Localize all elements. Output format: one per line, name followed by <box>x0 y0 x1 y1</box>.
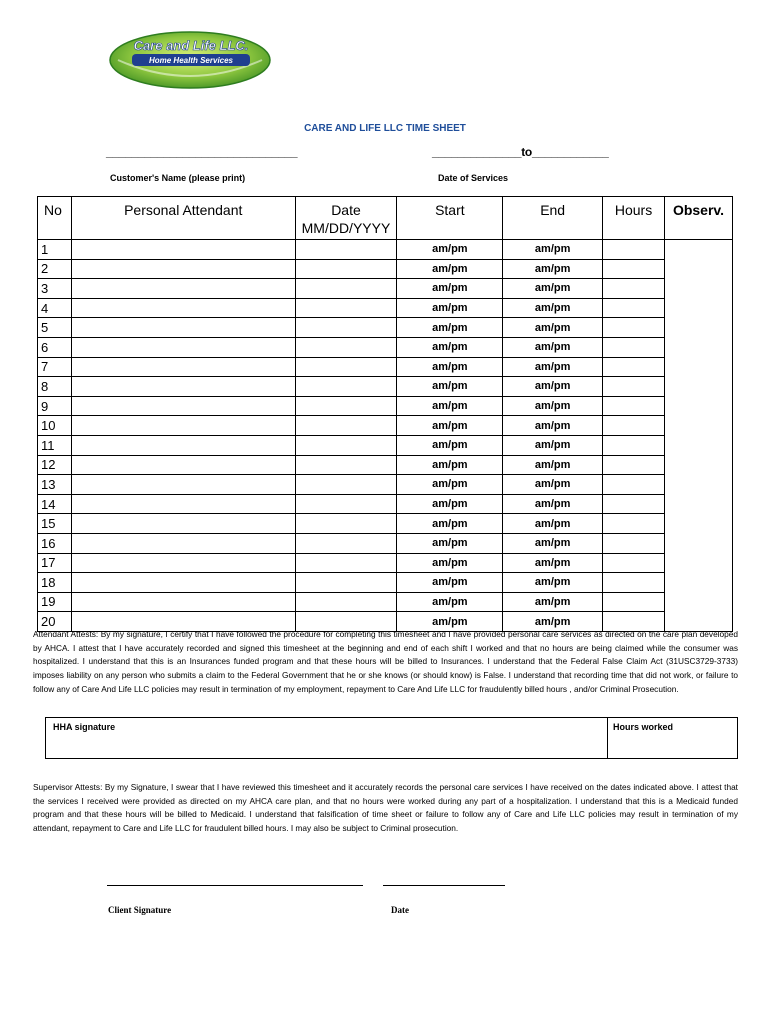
attendant-cell[interactable] <box>71 240 295 260</box>
end-time-cell[interactable]: am/pm <box>503 357 603 377</box>
client-signature-label: Client Signature <box>108 905 172 915</box>
attendant-cell[interactable] <box>71 396 295 416</box>
attendant-cell[interactable] <box>71 259 295 279</box>
hours-cell[interactable] <box>603 396 665 416</box>
date-signature-line[interactable] <box>383 885 505 886</box>
row-number: 15 <box>38 514 72 534</box>
end-time-cell[interactable]: am/pm <box>503 259 603 279</box>
row-number: 4 <box>38 298 72 318</box>
date-cell[interactable] <box>295 279 397 299</box>
end-time-cell[interactable]: am/pm <box>503 396 603 416</box>
row-number: 6 <box>38 337 72 357</box>
attendant-cell[interactable] <box>71 377 295 397</box>
start-time-cell[interactable]: am/pm <box>397 573 503 593</box>
start-time-cell[interactable]: am/pm <box>397 259 503 279</box>
logo-company-text: Care and Life LLC. <box>133 38 249 53</box>
start-time-cell[interactable]: am/pm <box>397 318 503 338</box>
start-time-cell[interactable]: am/pm <box>397 240 503 260</box>
date-cell[interactable] <box>295 240 397 260</box>
start-time-cell[interactable]: am/pm <box>397 514 503 534</box>
hours-cell[interactable] <box>603 240 665 260</box>
start-time-cell[interactable]: am/pm <box>397 494 503 514</box>
start-time-cell[interactable]: am/pm <box>397 475 503 495</box>
end-time-cell[interactable]: am/pm <box>503 318 603 338</box>
date-cell[interactable] <box>295 435 397 455</box>
row-number: 14 <box>38 494 72 514</box>
table-row <box>38 475 733 495</box>
hours-cell[interactable] <box>603 553 665 573</box>
table-row <box>38 357 733 377</box>
date-cell[interactable] <box>295 416 397 436</box>
customer-name-line[interactable]: ______________________________ <box>106 145 298 159</box>
table-row <box>38 455 733 475</box>
attendant-cell[interactable] <box>71 573 295 593</box>
signature-box <box>45 717 738 759</box>
end-time-cell[interactable]: am/pm <box>503 416 603 436</box>
attendant-cell[interactable] <box>71 416 295 436</box>
col-header-date-format: MM/DD/YYYY <box>301 220 391 236</box>
start-time-cell[interactable]: am/pm <box>397 357 503 377</box>
date-of-services-label: Date of Services <box>438 173 509 183</box>
table-row <box>38 259 733 279</box>
start-time-cell[interactable]: am/pm <box>397 396 503 416</box>
end-time-cell[interactable]: am/pm <box>503 377 603 397</box>
table-row <box>38 240 733 260</box>
attendant-cell[interactable] <box>71 475 295 495</box>
col-header-personal-attendant: Personal Attendant <box>71 197 295 240</box>
observations-cell[interactable] <box>664 240 732 632</box>
col-header-date <box>295 197 397 240</box>
table-row <box>38 396 733 416</box>
table-row <box>38 416 733 436</box>
table-row <box>38 377 733 397</box>
row-number: 5 <box>38 318 72 338</box>
table-row <box>38 318 733 338</box>
date-cell[interactable] <box>295 494 397 514</box>
attendant-attestation: Attendant Attests: By my signature, I certify that I have followed the procedure for completing this timesheet and I have provided personal care services as directed on the care plan developed by AHCA. I attest that I have accurately recorded and signed this timesheet at the beginning and end of each shift I worked and that no hours are being claimed while the consumer was hospitalized. I understand that this is an Insurances funded program and that these hours will be billed to Insurances. I understand that the Federal False Claim Act (31USC3729-3733) imposes liability on any person who submits a claim to the Federal Government that he or she knows (or should know) is False. I understand that recording time that did not work, or failure to follow any of Care And Life LLC policies may result in termination of my employment, repayment to Care And Life LLC for fraudulently billed hours , and/or Criminal Prosecution. <box>33 629 738 694</box>
row-number: 20 <box>38 612 72 632</box>
table-header-row <box>38 197 733 240</box>
end-time-cell[interactable]: am/pm <box>503 553 603 573</box>
date-cell[interactable] <box>295 553 397 573</box>
date-cell[interactable] <box>295 514 397 534</box>
hours-cell[interactable] <box>603 533 665 553</box>
row-number: 9 <box>38 396 72 416</box>
row-number: 7 <box>38 357 72 377</box>
hours-cell[interactable] <box>603 475 665 495</box>
row-number: 17 <box>38 553 72 573</box>
timesheet-table <box>37 196 733 632</box>
end-time-cell[interactable]: am/pm <box>503 514 603 534</box>
attendant-cell[interactable] <box>71 318 295 338</box>
row-number: 18 <box>38 573 72 593</box>
table-row <box>38 279 733 299</box>
hha-signature-field[interactable] <box>46 718 608 758</box>
attendant-cell[interactable] <box>71 494 295 514</box>
date-cell[interactable] <box>295 396 397 416</box>
logo-tagline-text: Home Health Services <box>148 56 234 65</box>
start-time-cell[interactable]: am/pm <box>397 553 503 573</box>
footer-date-label: Date <box>391 905 409 915</box>
end-time-cell[interactable]: am/pm <box>503 494 603 514</box>
date-cell[interactable] <box>295 533 397 553</box>
row-number: 3 <box>38 279 72 299</box>
customer-name-label: Customer's Name (please print) <box>110 173 246 183</box>
table-row <box>38 494 733 514</box>
attendant-cell[interactable] <box>71 514 295 534</box>
attendant-cell[interactable] <box>71 298 295 318</box>
row-number: 11 <box>38 435 72 455</box>
start-time-cell[interactable]: am/pm <box>397 612 503 632</box>
row-number: 12 <box>38 455 72 475</box>
supervisor-attestation: Supervisor Attests: By my Signature, I swear that I have reviewed this timesheet and it accurately records the personal care services I have received on the dates indicated above. I attest that the services I received were provided as directed on my AHCA care plan, and that no hours were worked during any part of a hospitalization. I understand that this is a Medicaid funded program and that these hours will be billed to Medicaid. I understand that falsification of time sheet or failure to follow any of Care and Life LLC policies may result in termination of my attendant, repayment to Care and Life LLC for fraudulent billed hours. I may also be subject to Criminal prosecution. <box>33 782 738 834</box>
hours-cell[interactable] <box>603 592 665 612</box>
table-row <box>38 435 733 455</box>
date-cell[interactable] <box>295 357 397 377</box>
date-cell[interactable] <box>295 377 397 397</box>
end-time-cell[interactable]: am/pm <box>503 455 603 475</box>
timesheet-body <box>38 240 733 632</box>
end-time-cell[interactable]: am/pm <box>503 435 603 455</box>
hours-cell[interactable] <box>603 455 665 475</box>
date-cell[interactable] <box>295 573 397 593</box>
table-row <box>38 592 733 612</box>
end-time-cell[interactable]: am/pm <box>503 533 603 553</box>
start-time-cell[interactable]: am/pm <box>397 533 503 553</box>
client-signature-line[interactable] <box>107 885 363 886</box>
attendant-cell[interactable] <box>71 337 295 357</box>
hours-cell[interactable] <box>603 357 665 377</box>
hours-cell[interactable] <box>603 337 665 357</box>
start-time-cell[interactable]: am/pm <box>397 337 503 357</box>
hours-cell[interactable] <box>603 435 665 455</box>
end-time-cell[interactable]: am/pm <box>503 475 603 495</box>
row-number: 19 <box>38 592 72 612</box>
end-time-cell[interactable]: am/pm <box>503 279 603 299</box>
date-cell[interactable] <box>295 337 397 357</box>
attendant-cell[interactable] <box>71 553 295 573</box>
start-time-cell[interactable]: am/pm <box>397 416 503 436</box>
table-row <box>38 573 733 593</box>
attendant-cell[interactable] <box>71 357 295 377</box>
table-row <box>38 514 733 534</box>
start-time-cell[interactable]: am/pm <box>397 592 503 612</box>
attendant-cell[interactable] <box>71 279 295 299</box>
hours-cell[interactable] <box>603 377 665 397</box>
row-number: 1 <box>38 240 72 260</box>
start-time-cell[interactable]: am/pm <box>397 377 503 397</box>
date-cell[interactable] <box>295 455 397 475</box>
end-time-cell[interactable]: am/pm <box>503 573 603 593</box>
hours-cell[interactable] <box>603 318 665 338</box>
date-cell[interactable] <box>295 298 397 318</box>
end-time-cell[interactable]: am/pm <box>503 337 603 357</box>
date-cell[interactable] <box>295 475 397 495</box>
end-time-cell[interactable]: am/pm <box>503 298 603 318</box>
col-header-start: Start <box>397 197 503 240</box>
start-time-cell[interactable]: am/pm <box>397 279 503 299</box>
row-number: 10 <box>38 416 72 436</box>
hours-cell[interactable] <box>603 416 665 436</box>
col-header-end: End <box>503 197 603 240</box>
end-time-cell[interactable]: am/pm <box>503 592 603 612</box>
hours-cell[interactable] <box>603 298 665 318</box>
hours-cell[interactable] <box>603 573 665 593</box>
attendant-cell[interactable] <box>71 455 295 475</box>
start-time-cell[interactable]: am/pm <box>397 455 503 475</box>
company-logo <box>108 30 272 90</box>
hours-worked-label: Hours worked <box>613 722 674 732</box>
table-row <box>38 533 733 553</box>
col-header-no: No <box>38 197 72 240</box>
attendant-cell[interactable] <box>71 533 295 553</box>
page-title: CARE AND LIFE LLC TIME SHEET <box>304 123 466 134</box>
hours-cell[interactable] <box>603 279 665 299</box>
attendant-cell[interactable] <box>71 435 295 455</box>
col-header-date-label: Date <box>331 202 361 218</box>
row-number: 2 <box>38 259 72 279</box>
date-of-services-line[interactable]: ______________to____________ <box>432 145 609 159</box>
end-time-cell[interactable]: am/pm <box>503 240 603 260</box>
table-row <box>38 337 733 357</box>
attendant-cell[interactable] <box>71 592 295 612</box>
hours-cell[interactable] <box>603 494 665 514</box>
table-row <box>38 298 733 318</box>
date-cell[interactable] <box>295 259 397 279</box>
start-time-cell[interactable]: am/pm <box>397 435 503 455</box>
col-header-hours: Hours <box>603 197 665 240</box>
col-header-observ: Observ. <box>664 197 732 240</box>
start-time-cell[interactable]: am/pm <box>397 298 503 318</box>
hours-cell[interactable] <box>603 514 665 534</box>
table-row <box>38 553 733 573</box>
date-cell[interactable] <box>295 592 397 612</box>
end-time-cell[interactable]: am/pm <box>503 612 603 632</box>
row-number: 16 <box>38 533 72 553</box>
date-cell[interactable] <box>295 318 397 338</box>
row-number: 13 <box>38 475 72 495</box>
hours-cell[interactable] <box>603 259 665 279</box>
row-number: 8 <box>38 377 72 397</box>
hha-signature-label: HHA signature <box>53 722 116 732</box>
